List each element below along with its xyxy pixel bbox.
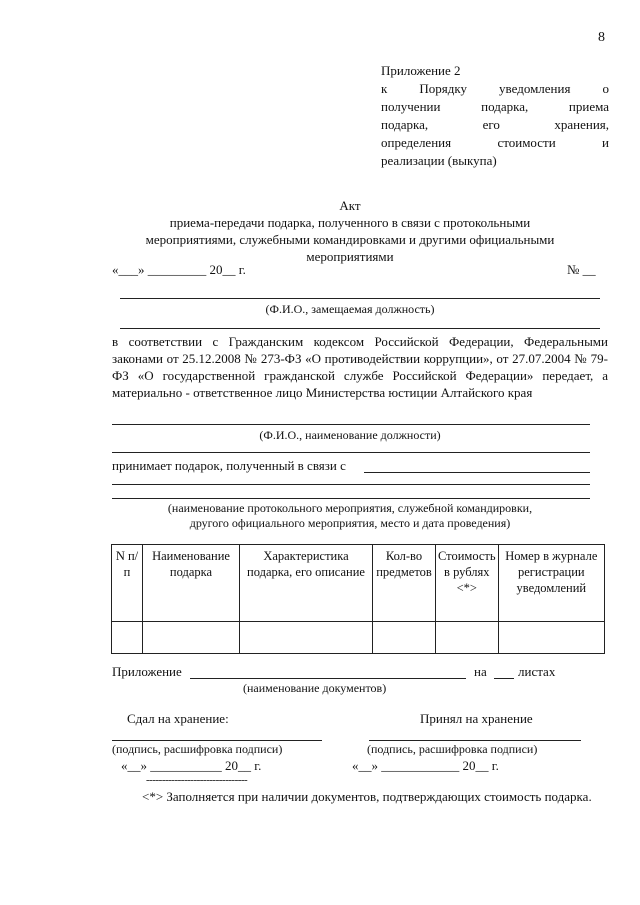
footnote-separator: --------------------------------	[146, 774, 248, 786]
event-line-3	[112, 498, 590, 499]
documents-caption: (наименование документов)	[243, 681, 387, 695]
left-signature-line	[112, 740, 322, 741]
receives-label: принимает подарок, полученный в связи с	[112, 458, 346, 473]
event-caption-1: (наименование протокольного мероприятия, служебной командировки,	[167, 501, 533, 515]
appendix-line: Приложение 2	[381, 63, 461, 78]
fio-line-2	[120, 328, 600, 329]
appendix-header	[381, 62, 609, 170]
appendix-line: определения стоимости и	[381, 135, 609, 150]
act-date: «___» _________ 20__ г.	[112, 262, 246, 277]
appendix-line: получении подарка, приема	[381, 99, 609, 114]
footnote-text: <*> Заполняется при наличии документов, подтверждающих стоимость подарка.	[142, 789, 592, 804]
attachment-label: Приложение	[112, 664, 182, 679]
fio-line	[120, 298, 600, 299]
sheets-count-line	[494, 678, 514, 679]
handed-over-title: Сдал на хранение:	[127, 711, 229, 726]
attachment-line	[190, 678, 466, 679]
attachment-sheets-label: листах	[518, 664, 556, 679]
table-cell	[436, 622, 499, 654]
right-signature-line	[369, 740, 581, 741]
right-signature-caption: (подпись, расшифровка подписи)	[367, 742, 538, 756]
document-title: Акт	[339, 198, 361, 213]
col-name-header: Наименование подарка	[143, 545, 240, 622]
receiver-line-2	[112, 452, 590, 453]
appendix-line: подарка, его хранения,	[381, 117, 609, 132]
right-signature-date: «__» ____________ 20__ г.	[352, 758, 499, 773]
table-cell	[240, 622, 373, 654]
event-line-2	[112, 484, 590, 485]
page-number: 8	[598, 30, 605, 45]
table-cell	[373, 622, 436, 654]
appendix-line: к Порядку уведомления о	[381, 81, 609, 96]
col-number-header: N п/п	[112, 545, 143, 622]
table-row	[112, 622, 605, 654]
col-quantity-header: Кол-во предметов	[373, 545, 436, 622]
legal-basis-text: в соответствии с Гражданским кодексом Российской Федерации, Федеральными законами от 25.12.2008 № 273-ФЗ «О противодействии коррупции», от 27.07.2004 № 79-ФЗ «О государственной гражданской службе Российской Федерации» передает, а материально - ответственное лицо Министерства юстиции Алтайского края	[112, 334, 608, 400]
fio-position-caption: (Ф.И.О., замещаемая должность)	[265, 302, 435, 316]
document-subtitle: приема-передачи подарка, полученного в связи с протокольными мероприятиями, служебными командировками и другими официальными мероприятиями	[145, 215, 555, 264]
event-caption-2: другого официального мероприятия, место и дата проведения)	[189, 516, 511, 530]
attachment-on-label: на	[474, 664, 487, 679]
act-number: № __	[567, 262, 596, 277]
table-header-row	[112, 545, 605, 622]
fio-title-caption: (Ф.И.О., наименование должности)	[259, 428, 441, 442]
left-signature-caption: (подпись, расшифровка подписи)	[112, 742, 283, 756]
left-signature-date: «__» ___________ 20__ г.	[121, 758, 262, 773]
col-registry-header: Номер в журнале регистрации уведомлений	[498, 545, 604, 622]
table-cell	[143, 622, 240, 654]
table-cell	[112, 622, 143, 654]
gift-table	[111, 544, 605, 654]
col-cost-header: Стоимость в рублях <*>	[436, 545, 499, 622]
col-description-header: Характеристика подарка, его описание	[240, 545, 373, 622]
table-cell	[498, 622, 604, 654]
appendix-line: реализации (выкупа)	[381, 153, 497, 168]
event-line	[364, 472, 590, 473]
accepted-title: Принял на хранение	[420, 711, 533, 726]
receiver-line	[112, 424, 590, 425]
